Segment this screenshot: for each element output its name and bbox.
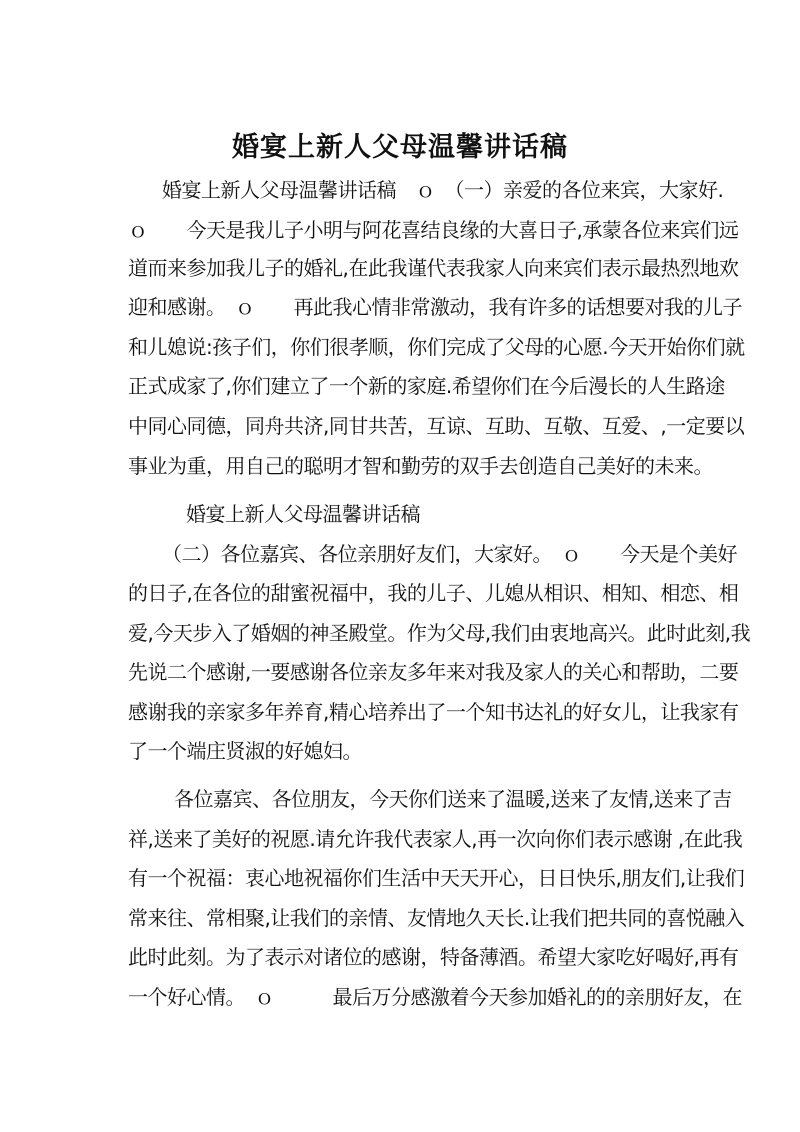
paragraph-line: 和儿媳说:孩子们，你们很孝顺，你们完成了父母的心愿.今天开始你们就 xyxy=(128,335,745,359)
paragraph-line: 一个好心情。 ｏ 最后万分感激着今天参加婚礼的的亲朋好友，在 xyxy=(128,985,742,1009)
paragraph-line: 道而来参加我儿子的婚礼,在此我谨代表我家人向来宾们表示最热烈地欢 xyxy=(128,256,739,280)
paragraph-line: 祥,送来了美好的祝愿.请允许我代表家人,再一次向你们表示感谢 ,在此我 xyxy=(128,827,743,851)
paragraph-line: （二）各位嘉宾、各位亲朋好友们，大家好。 ｏ 今天是个美好 xyxy=(162,542,737,566)
paragraph-line: 正式成家了,你们建立了一个新的家庭.希望你们在今后漫长的人生路途 xyxy=(128,374,725,398)
paragraph-line: ｏ 今天是我儿子小明与阿花喜结良缘的大喜日子,承蒙各位来宾们远 xyxy=(128,218,739,242)
paragraph-line: 婚宴上新人父母温馨讲话稿 ｏ （一）亲爱的各位来宾，大家好. xyxy=(162,178,724,202)
paragraph-line: 常来往、常相聚,让我们的亲情、友情地久天长.让我们把共同的喜悦融入 xyxy=(128,906,745,930)
paragraph-line: 的日子,在各位的甜蜜祝福中，我的儿子、儿媳从相识、相知、相恋、相 xyxy=(128,581,739,605)
paragraph-line: 迎和感谢。 ｏ 再此我心情非常激动，我有许多的话想要对我的儿子 xyxy=(128,295,742,319)
paragraph-line: 爱,今天步入了婚姻的神圣殿堂。作为父母,我们由衷地高兴。此时此刻,我 xyxy=(128,621,751,645)
paragraph-line: 此时此刻。为了表示对诸位的感谢，特备薄酒。希望大家吃好喝好,再有 xyxy=(128,945,739,969)
paragraph-line: 感谢我的亲家多年养育,精心培养出了一个知书达礼的好女儿，让我家有 xyxy=(128,700,739,724)
paragraph-line: 事业为重，用自己的聪明才智和勤劳的双手去创造自己美好的未来。 xyxy=(128,454,713,478)
paragraph-line: 先说二个感谢,一要感谢各位亲友多年来对我及家人的关心和帮助，二要 xyxy=(128,660,739,684)
section-heading: 婚宴上新人父母温馨讲话稿 xyxy=(186,502,420,526)
paragraph-line: 中同心同德，同舟共济,同甘共苦，互谅、互助、互敬、互爱、,一定要以 xyxy=(128,414,745,438)
paragraph-line: 有一个祝福：衷心地祝福你们生活中天天开心，日日快乐,朋友们,让我们 xyxy=(128,866,745,890)
paragraph-line: 各位嘉宾、各位朋友，今天你们送来了温暖,送来了友情,送来了吉 xyxy=(174,787,732,811)
document-title: 婚宴上新人父母温馨讲话稿 xyxy=(232,132,568,163)
paragraph-line: 了一个端庄贤淑的好媳妇。 xyxy=(128,739,362,763)
